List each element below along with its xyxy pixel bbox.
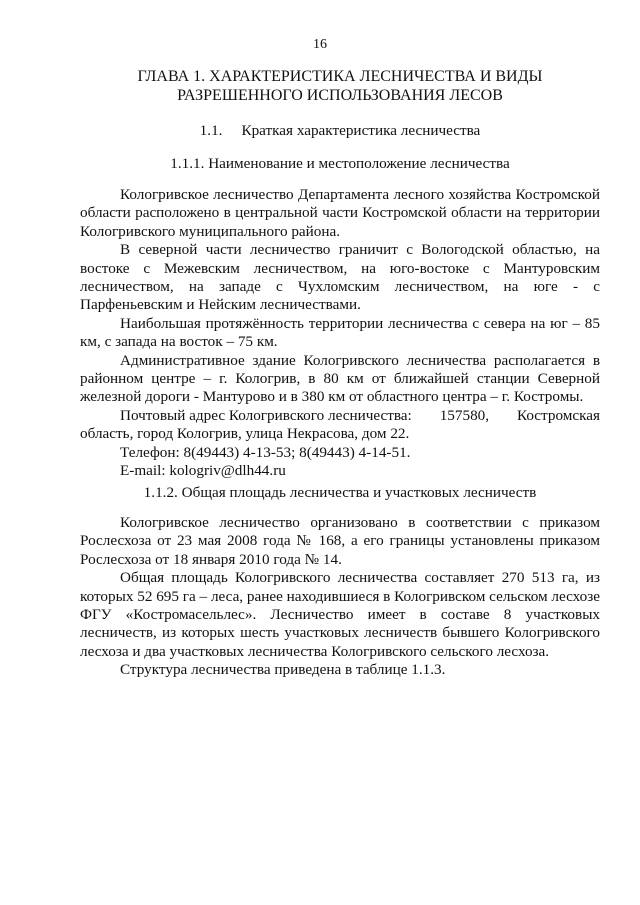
chapter-title: ГЛАВА 1. ХАРАКТЕРИСТИКА ЛЕСНИЧЕСТВА И ВИДЫ РАЗРЕШЕННОГО ИСПОЛЬЗОВАНИЯ ЛЕСОВ bbox=[137, 68, 543, 104]
section-title: Краткая характеристика лесничества bbox=[241, 122, 481, 139]
text-block-location bbox=[80, 186, 600, 481]
paragraph: В северной части лесничество граничит с Вологодской областью, на востоке с Межевским лесничеством, на юго-востоке с Мантуровским лесничеством, на западе с Чухломским лесничеством, на юге - с Парфеньевским и Нейским лесничествами. bbox=[80, 241, 600, 314]
section-heading-1-1-2: 1.1.2. Общая площадь лесничества и участковых лесничеств bbox=[143, 484, 537, 501]
address-continuation: область, город Кологрив, улица Некрасова, дом 22. bbox=[80, 425, 410, 443]
address-index: 157580, bbox=[439, 406, 490, 424]
paragraph: Административное здание Кологривского лесничества располагается в районном центре – г. Кологрив, в 80 км от ближайшей станции Северной железной дороги - Мантурово и в 380 км от областного центра – г. Костромы. bbox=[80, 351, 600, 406]
text-block-area bbox=[80, 514, 600, 680]
phone-line: Телефон: 8(49443) 4-13-53; 8(49443) 4-14-51. bbox=[120, 443, 411, 461]
paragraph: Кологривское лесничество организовано в соответствии с приказом Рослесхоза от 23 мая 2008 года № 168, а его границы установлены приказом Рослесхоза от 18 января 2010 года № 14. bbox=[80, 514, 600, 568]
paragraph: Общая площадь Кологривского лесничества составляет 270 513 га, из которых 52 695 га – леса, ранее находившиеся в Кологривском сельском лесхозе ФГУ «Костромасельлес». Лесничество имеет в составе 8 участковых лесничеств, из которых шесть участковых лесничеств бывшего Кологривского лесхоза и два участковых лесничества Кологривского сельского лесхоза. bbox=[80, 569, 600, 660]
email-line: E-mail: kologriv@dlh44.ru bbox=[120, 462, 286, 480]
page-number: 16 bbox=[313, 37, 327, 52]
address-region: Костромская bbox=[516, 406, 600, 424]
postal-address-line bbox=[80, 407, 600, 425]
section-heading-1-1-1: 1.1.1. Наименование и местоположение лесничества bbox=[170, 155, 510, 172]
paragraph: Кологривское лесничество Департамента лесного хозяйства Костромской области расположено в центральной части Костромской области на территории Кологривского муниципального района. bbox=[80, 186, 600, 240]
address-label: Почтовый адрес Кологривского лесничества: bbox=[120, 406, 412, 424]
section-heading-1-1 bbox=[60, 122, 620, 140]
section-number: 1.1. bbox=[199, 122, 223, 139]
paragraph: Структура лесничества приведена в таблице 1.1.3. bbox=[120, 661, 446, 679]
paragraph: Наибольшая протяжённость территории лесничества с севера на юг – 85 км, с запада на восток – 75 км. bbox=[80, 314, 600, 351]
